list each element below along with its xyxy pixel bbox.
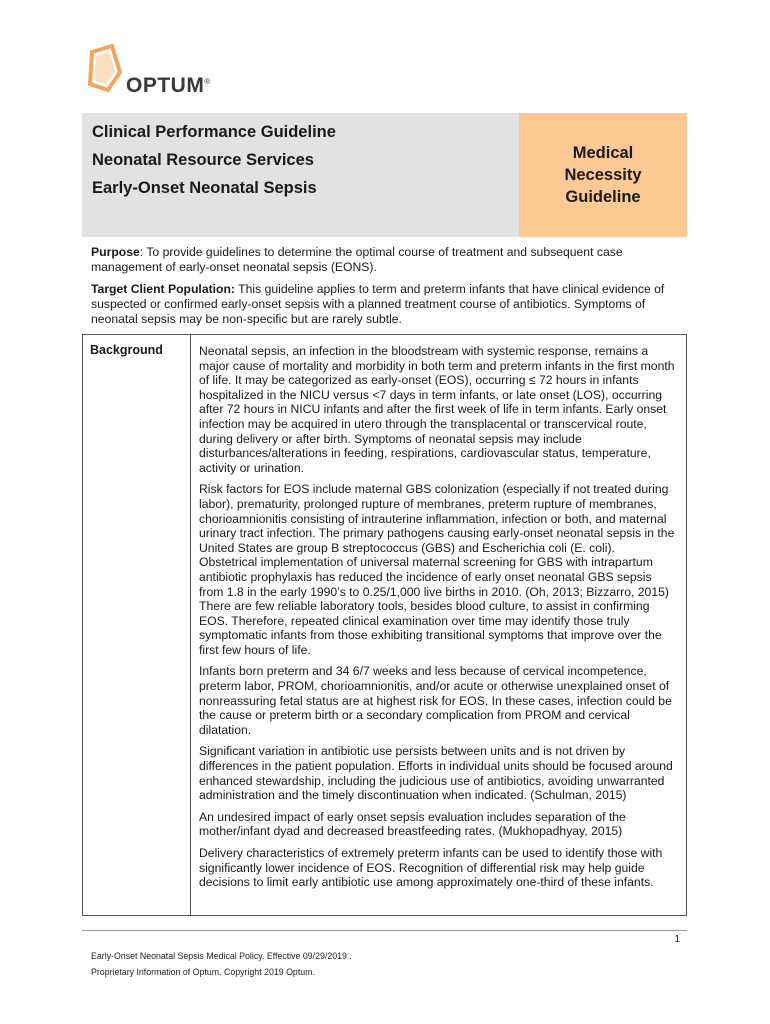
header-title-2: Neonatal Resource Services xyxy=(92,151,314,169)
background-paragraph: Delivery characteristics of extremely preterm infants can be used to identify those with significantly lower incidence of EOS. Recognition of differential risk may help guide decisions to limit early antibiotic use among approximately one-third of these infants. xyxy=(199,846,663,890)
background-paragraph: Risk factors for EOS include maternal GBS colonization (especially if not treated during labor), prematurity, prolonged rupture of membranes, preterm rupture of membranes, chorioamnionitis consisting of intrauterine inflammation, infection or both, and maternal urinary tract infection. The primary pathogens causing early-onset neonatal sepsis in the United States are group B streptococcus (GBS) and Escherichia coli (E. coli). Obstetrical implementation of universal maternal screening for GBS with intrapartum antibiotic prophylaxis has reduced the incidence of early onset neonatal GBS sepsis from 1.8 in the early 1990’s to 0.25/1,000 live births in 2010. (Oh, 2013; Bizzarro, 2015) There are few reliable laboratory tools, besides blood culture, to assist in confirming EOS. Therefore, repeated clinical examination over time may identify those truly symptomatic infants from those exhibiting transitional symptoms that improve over the first few hours of life. xyxy=(199,482,675,657)
intro-section xyxy=(91,245,687,334)
target-paragraph xyxy=(91,282,687,327)
badge-line-1: Medical xyxy=(572,144,634,162)
purpose-label: Purpose xyxy=(91,245,140,259)
background-paragraph: Significant variation in antibiotic use persists between units and is not driven by differences in the patient population. Efforts in individual units should be focused around enhanced stewardship, including the judicious use of antibiotics, avoiding unwarranted administration and the timely discontinuation when indicated. (Schulman, 2015) xyxy=(199,744,673,803)
purpose-text: : To provide guidelines to determine the optimal course of treatment and subsequent case management of early-onset neonatal sepsis (EONS). xyxy=(91,245,623,274)
footer-copyright-line: Proprietary Information of Optum. Copyright 2019 Optum. xyxy=(91,967,315,977)
medical-necessity-badge xyxy=(519,113,687,237)
badge-line-3: Guideline xyxy=(565,188,641,206)
background-body xyxy=(191,335,686,915)
optum-swoosh-icon xyxy=(86,42,126,97)
target-text: This guideline applies to term and preterm infants that have clinical evidence of suspected or confirmed early-onset sepsis with a planned treatment course of antibiotics. Symptoms of neonatal sepsis may be non-specific but are rarely subtle. xyxy=(91,282,665,326)
background-label: Background xyxy=(83,335,191,915)
header-title-1: Clinical Performance Guideline xyxy=(92,123,336,141)
page-number: 1 xyxy=(674,934,680,945)
header-title-3: Early-Onset Neonatal Sepsis xyxy=(92,179,317,197)
header-titles xyxy=(82,113,519,237)
target-label: Target Client Population: xyxy=(91,282,235,296)
optum-wordmark: OPTUM® xyxy=(126,74,211,97)
background-paragraph: Infants born preterm and 34 6/7 weeks and less because of cervical incompetence, preterm labor, PROM, chorioamnionitis, and/or acute or otherwise unexplained onset of nonreassuring fetal status are at highest risk for EOS. In these cases, infection could be the cause or preterm birth or a secondary complication from PROM and cervical dilatation. xyxy=(199,664,672,737)
badge-line-2: Necessity xyxy=(564,166,642,184)
optum-logo xyxy=(86,42,306,102)
background-paragraph: An undesired impact of early onset sepsis evaluation includes separation of the mother/infant dyad and decreased breastfeeding rates. (Mukhopadhyay, 2015) xyxy=(199,809,626,839)
background-paragraph: Neonatal sepsis, an infection in the bloodstream with systemic response, remains a major cause of mortality and morbidity in both term and preterm infants in the first month of life. It may be categorized as early-onset (EOS), occurring ≤ 72 hours in infants hospitalized in the NICU versus <7 days in term infants, or late onset (LOS), occurring after 72 hours in NICU infants and after the first week of life in term infants. Early onset infection may be acquired in utero through the transplacental or transcervical route, during delivery or after birth. Symptoms of neonatal sepsis may include disturbances/alterations in feeding, respirations, cardiovascular status, temperature, activity or urination. xyxy=(199,344,675,475)
footer-policy-line: Early-Onset Neonatal Sepsis Medical Policy. Effective 09/29/2019 . xyxy=(91,951,352,961)
background-table xyxy=(82,334,687,916)
guideline-header xyxy=(82,113,687,237)
footer-divider xyxy=(82,930,687,931)
purpose-paragraph xyxy=(91,245,687,275)
